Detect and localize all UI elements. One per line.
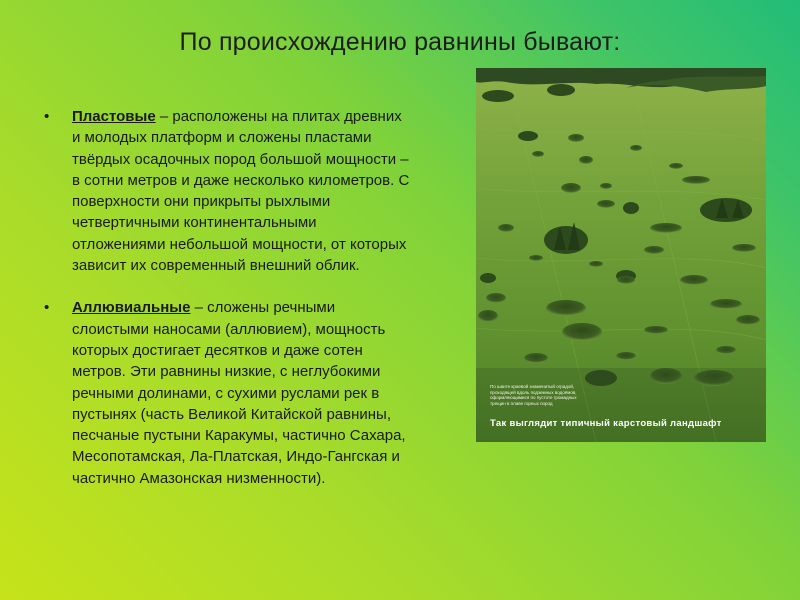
bullet-marker: • <box>44 299 50 317</box>
bullet-marker: • <box>44 108 50 125</box>
definition-text: – расположены на плитах древних и молодых платформ и сложены пластами твёрдых осадочных пород большой мощности – в сотни метров и даже несколько километров. С поверхности они прикрыты рыхлыми четвертичными континентальными отложениями небольшой мощности, от которых зависит их современный внешний облик. <box>72 108 410 275</box>
karst-landscape-photo <box>476 68 766 442</box>
photo-caption-small: По шанте краевой знаменитый оградой, проходящей вдоль подземных водоёмов, оформляющимися по пустоте громадных трещин в плаве горных пород <box>490 384 577 406</box>
term-plastovye: Пластовые <box>72 108 156 125</box>
term-allyuvialnye: Аллювиальные <box>72 299 191 317</box>
list-item <box>44 106 412 276</box>
definition-text: – сложены речными слоистыми наносами (аллювием), мощность которых достигает десятков и даже сотен метров. Эти равнины низкие, с неглубокими речными долинами, с сухими руслами рек в пустынях (часть Великой Китайской равнины, песчаные пустыни Каракумы, частично Сахара, Месопотамская, Ла-Платская, Индо-Гангская и частично Амазонская низменности). <box>72 299 406 487</box>
list-item <box>44 297 412 489</box>
slide-title: По происхождению равнины бывают: <box>179 28 621 56</box>
bullet-list <box>44 106 412 489</box>
photo-caption-title: Так выглядит типичный карстовый ландшафт <box>490 418 722 429</box>
